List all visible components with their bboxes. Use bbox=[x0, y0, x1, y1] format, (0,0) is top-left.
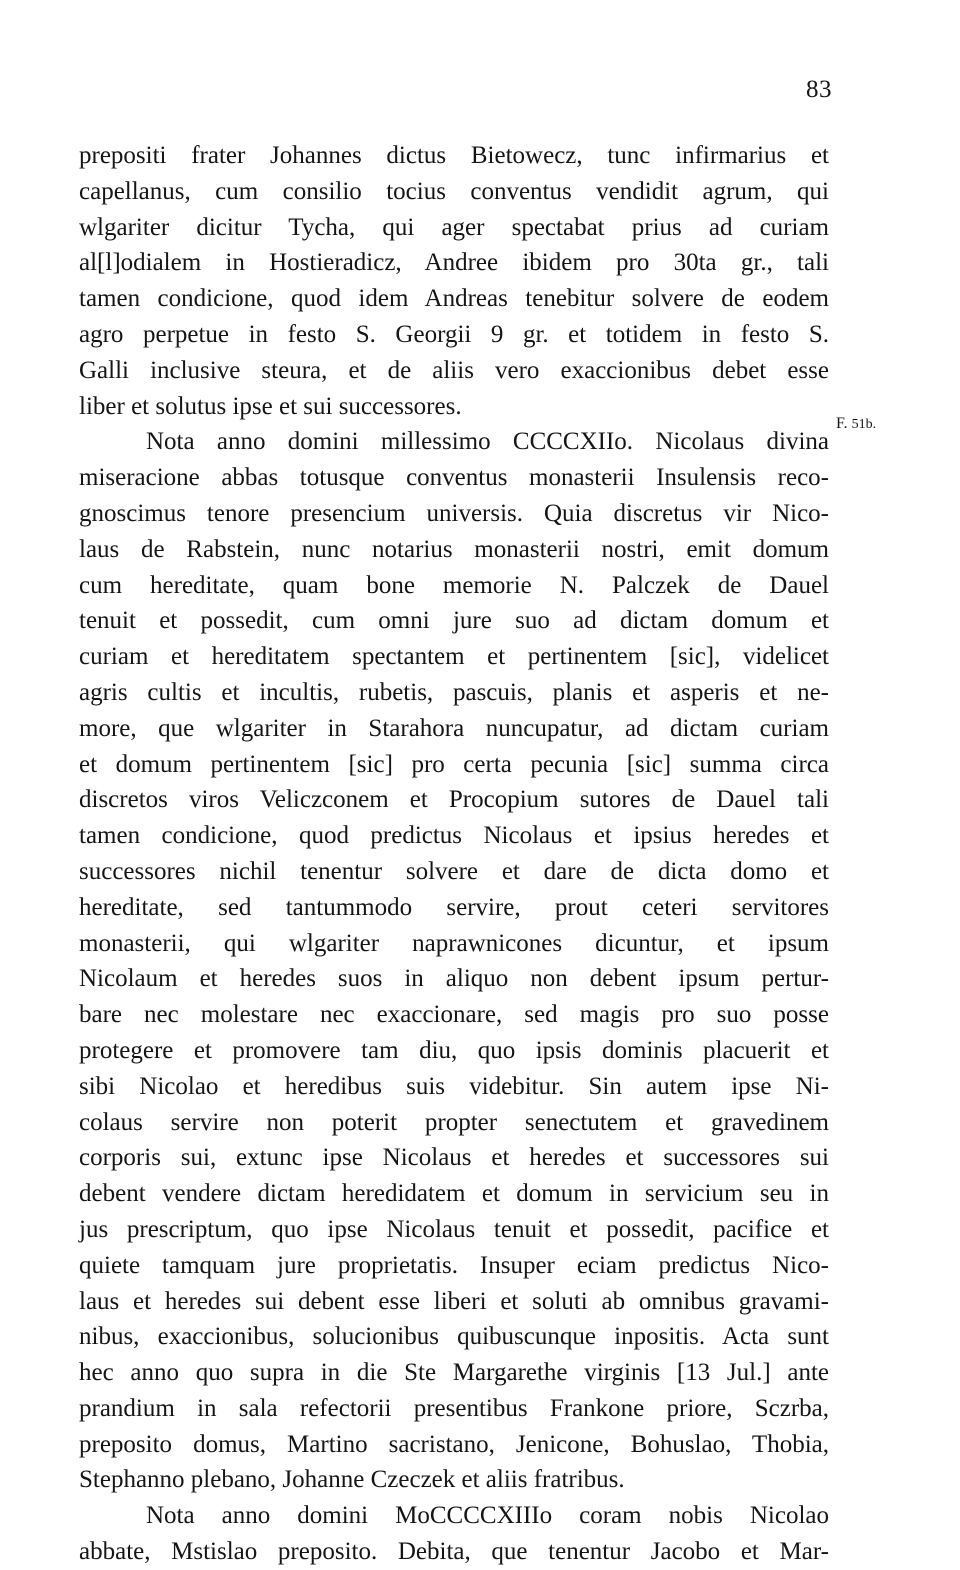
text-line: quiete tamquam jure proprietatis. Insuper eciam predictus Nico- bbox=[79, 1251, 829, 1279]
text-line: corporis sui, extunc ipse Nicolaus et heredes et successores sui bbox=[79, 1144, 829, 1172]
text-line: et domum pertinentem [sic] pro certa pecunia [sic] summa circa bbox=[79, 750, 829, 778]
margin-note-folio: 51b. bbox=[851, 417, 877, 432]
page-number: 83 bbox=[806, 76, 832, 103]
text-line: laus et heredes sui debent esse liberi et soluti ab omnibus gravami- bbox=[79, 1287, 829, 1315]
text-line: wlgariter dicitur Tycha, qui ager spectabat prius ad curiam bbox=[79, 213, 829, 241]
text-line: tenuit et possedit, cum omni jure suo ad dictam domum et bbox=[79, 607, 829, 635]
text-line: more, que wlgariter in Starahora nuncupatur, ad dictam curiam bbox=[79, 714, 829, 742]
text-line: Stephanno plebano, Johanne Czeczek et aliis fratribus. bbox=[79, 1466, 625, 1494]
text-line: prepositi frater Johannes dictus Bietowecz, tunc infirmarius et bbox=[79, 142, 829, 169]
text-line: jus prescriptum, quo ipse Nicolaus tenuit et possedit, pacifice et bbox=[79, 1215, 829, 1243]
text-line: tamen condicione, quod predictus Nicolaus et ipsius heredes et bbox=[79, 822, 829, 850]
text-line: prandium in sala refectorii presentibus Frankone priore, Sczrba, bbox=[79, 1394, 829, 1422]
text-line: cum hereditate, quam bone memorie N. Palczek de Dauel bbox=[79, 571, 829, 599]
text-line: agris cultis et incultis, rubetis, pascuis, planis et asperis et ne- bbox=[79, 678, 829, 706]
text-line: nibus, exaccionibus, solucionibus quibuscunque inpositis. Acta sunt bbox=[79, 1323, 829, 1351]
text-line: Nota anno domini millessimo CCCCXIIo. Nicolaus divina bbox=[146, 428, 829, 456]
text-line: discretos viros Veliczconem et Procopium sutores de Dauel tali bbox=[79, 786, 829, 814]
text-line: al[l]odialem in Hostieradicz, Andree ibidem pro 30ta gr., tali bbox=[79, 249, 829, 277]
text-line: agro perpetue in festo S. Georgii 9 gr. et totidem in festo S. bbox=[79, 320, 829, 348]
text-line: colaus servire non poterit propter senectutem et gravedinem bbox=[79, 1108, 829, 1136]
text-line: miseracione abbas totusque conventus monasterii Insulensis reco- bbox=[79, 464, 829, 492]
text-line: capellanus, cum consilio tocius conventus vendidit agrum, qui bbox=[79, 177, 829, 205]
text-line: preposito domus, Martino sacristano, Jenicone, Bohuslao, Thobia, bbox=[79, 1430, 829, 1458]
text-line: protegere et promovere tam diu, quo ipsis dominis placuerit et bbox=[79, 1036, 829, 1064]
text-line: hereditate, sed tantummodo servire, prout ceteri servitores bbox=[79, 893, 829, 921]
text-line: abbate, Mstislao preposito. Debita, que tenentur Jacobo et Mar- bbox=[79, 1538, 829, 1566]
text-line: Nicolaum et heredes suos in aliquo non debent ipsum pertur- bbox=[79, 965, 829, 993]
text-line: laus de Rabstein, nunc notarius monasterii nostri, emit domum bbox=[79, 535, 829, 563]
margin-note-f: F. bbox=[836, 415, 848, 432]
text-line: monasterii, qui wlgariter naprawnicones dicuntur, et ipsum bbox=[79, 929, 829, 957]
text-line: hec anno quo supra in die Ste Margarethe virginis [13 Jul.] ante bbox=[79, 1359, 829, 1387]
margin-note bbox=[836, 414, 876, 435]
text-line: curiam et hereditatem spectantem et pertinentem [sic], videlicet bbox=[79, 643, 829, 671]
text-line: liber et solutus ipse et sui successores. bbox=[79, 392, 462, 420]
text-line: Nota anno domini MoCCCCXIIIo coram nobis Nicolao bbox=[146, 1502, 829, 1530]
text-line: Galli inclusive steura, et de aliis vero exaccionibus debet esse bbox=[79, 356, 829, 384]
text-line: tamen condicione, quod idem Andreas tenebitur solvere de eodem bbox=[79, 285, 829, 313]
text-line: successores nichil tenentur solvere et dare de dicta domo et bbox=[79, 857, 829, 885]
text-line: bare nec molestare nec exaccionare, sed magis pro suo posse bbox=[79, 1001, 829, 1029]
text-line: debent vendere dictam heredidatem et domum in servicium seu in bbox=[79, 1180, 829, 1208]
text-line: sibi Nicolao et heredibus suis videbitur. Sin autem ipse Ni- bbox=[79, 1072, 829, 1100]
text-line: gnoscimus tenore presencium universis. Quia discretus vir Nico- bbox=[79, 499, 829, 527]
body-text bbox=[79, 138, 829, 1570]
